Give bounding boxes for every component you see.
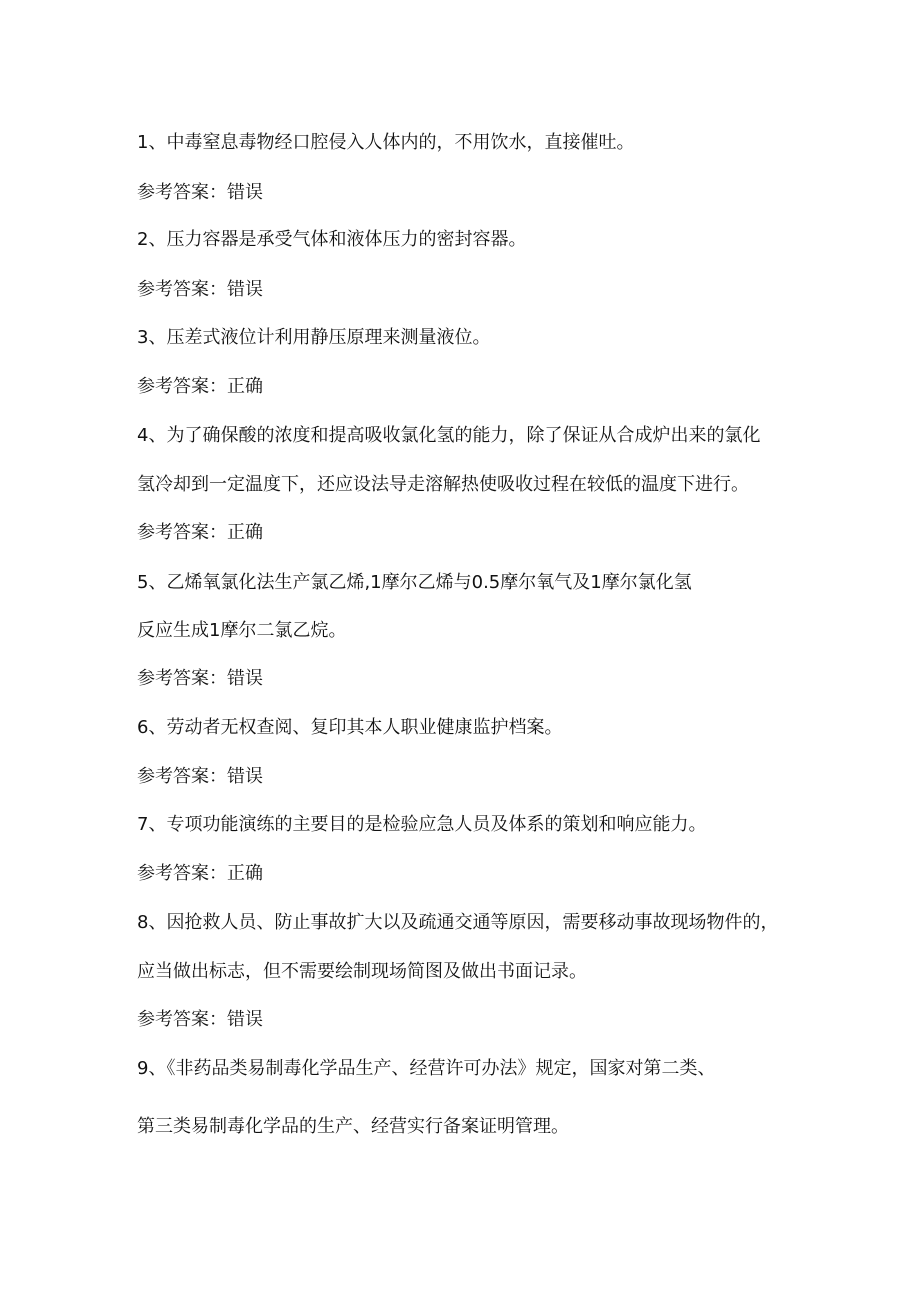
answer-8: 参考答案：错误 xyxy=(137,1009,263,1030)
answer-3: 参考答案：正确 xyxy=(137,376,263,397)
question-8-line-1: 8、因抢救人员、防止事故扩大以及疏通交通等原因，需要移动事故现场物件的， xyxy=(137,912,779,933)
question-6-line-1: 6、劳动者无权查阅、复印其本人职业健康监护档案。 xyxy=(137,717,563,738)
question-7-line-1: 7、专项功能演练的主要目的是检验应急人员及体系的策划和响应能力。 xyxy=(137,814,707,835)
question-5-line-1: 5、乙烯氧氯化法生产氯乙烯,1摩尔乙烯与0.5摩尔氧气及1摩尔氯化氢 xyxy=(137,572,692,593)
question-3-line-1: 3、压差式液位计利用静压原理来测量液位。 xyxy=(137,327,491,348)
question-8-line-2: 应当做出标志，但不需要绘制现场简图及做出书面记录。 xyxy=(137,961,587,982)
question-2-line-1: 2、压力容器是承受气体和液体压力的密封容器。 xyxy=(137,229,527,250)
question-5-line-2: 反应生成1摩尔二氯乙烷。 xyxy=(137,620,347,641)
answer-2: 参考答案：错误 xyxy=(137,279,263,300)
question-4-line-1: 4、为了确保酸的浓度和提高吸收氯化氢的能力，除了保证从合成炉出来的氯化 xyxy=(137,425,761,446)
question-9-line-1: 9、《非药品类易制毒化学品生产、经营许可办法》规定，国家对第二类、 xyxy=(137,1058,716,1079)
question-4-line-2: 氢冷却到一定温度下，还应设法导走溶解热使吸收过程在较低的温度下进行。 xyxy=(137,474,749,495)
answer-4: 参考答案：正确 xyxy=(137,522,263,543)
question-1-line-1: 1、中毒窒息毒物经口腔侵入人体内的，不用饮水，直接催吐。 xyxy=(137,132,635,153)
question-9-line-2: 第三类易制毒化学品的生产、经营实行备案证明管理。 xyxy=(137,1116,569,1137)
answer-1: 参考答案：错误 xyxy=(137,182,263,203)
answer-5: 参考答案：错误 xyxy=(137,668,263,689)
answer-7: 参考答案：正确 xyxy=(137,863,263,884)
answer-6: 参考答案：错误 xyxy=(137,766,263,787)
